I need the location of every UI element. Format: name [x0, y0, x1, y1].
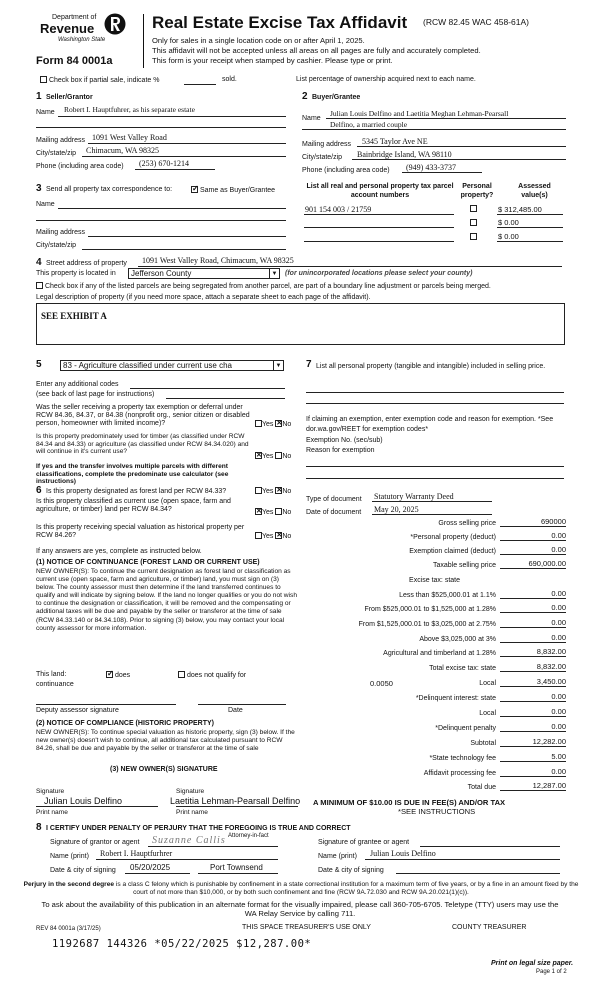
- notice1-title: (1) NOTICE OF CONTINUANCE (FOREST LAND OR CURRENT USE): [36, 559, 260, 566]
- does-not-row: [178, 671, 246, 679]
- additional-codes-field2[interactable]: [166, 398, 285, 399]
- reason-field-2[interactable]: [306, 478, 564, 479]
- seller-name-line: [58, 116, 286, 117]
- tax-row-line: [500, 612, 566, 613]
- tax-row-label: Above $3,025,000 at 3%: [419, 636, 496, 643]
- tax-row-line: [500, 656, 566, 657]
- tax-row-line: [500, 716, 566, 717]
- doc-type-line: [372, 501, 492, 502]
- grantor-date-line: [125, 873, 190, 874]
- s3-name-label: Name: [36, 201, 55, 208]
- partial-percent-field[interactable]: [184, 84, 216, 85]
- tax-row-label: Less than $525,000.01 at 1.1%: [399, 592, 496, 599]
- s6-q1-no-checkbox[interactable]: [275, 487, 282, 494]
- yes-label: Yes: [262, 421, 274, 428]
- section2-number: 2: [302, 91, 308, 102]
- doc-date-label: Date of document: [306, 509, 362, 516]
- parcel-account-line: [304, 227, 454, 228]
- legal-label: Legal description of property (if you need more space, attach a separate sheet to each page of the affidavit).: [36, 294, 371, 301]
- s6-q3-answers: [255, 532, 291, 540]
- grantor-sig-label: Signature of grantor or agent: [50, 839, 140, 846]
- county-treasurer-label: COUNTY TREASURER: [452, 924, 527, 931]
- tax-row-line: [500, 554, 566, 555]
- s5-q1-answers: [255, 420, 291, 428]
- buyer-name-line2: [302, 129, 566, 130]
- doc-date-value[interactable]: May 20, 2025: [374, 505, 419, 514]
- dept-line3: Washington State: [58, 37, 106, 43]
- county-note: (for unincorporated locations please select your county): [285, 270, 473, 277]
- tax-row-line: [500, 776, 566, 777]
- buyer-city-line: [352, 159, 566, 160]
- tax-row-value[interactable]: 0.00: [551, 589, 566, 598]
- tax-row-label: Affidavit processing fee: [423, 770, 496, 777]
- perjury-notice: [20, 881, 582, 897]
- county-select-value: Jefferson County: [131, 269, 192, 278]
- s6-q2: Is this property classified as current use (open space, farm and agriculture, or timber) land per RCW 84.34?: [36, 498, 231, 513]
- correspondence-label: Send all property tax correspondence to:: [46, 186, 173, 193]
- tax-row-label: Subtotal: [470, 740, 496, 747]
- tax-row-label: *Delinquent penalty: [435, 725, 496, 732]
- sig-label-2: Signature: [176, 788, 205, 795]
- partial-sale-row: [40, 76, 159, 84]
- tax-row-label: Taxable selling price: [432, 562, 496, 569]
- print-name-1: Print name: [36, 809, 68, 816]
- dropdown-arrow-icon: ▼: [273, 361, 283, 371]
- parcel-account-line: [304, 214, 454, 215]
- grantor-name-value[interactable]: Robert I. Hauptfurhrer: [100, 849, 173, 858]
- tax-row-line: [500, 686, 566, 687]
- tax-row-line: [500, 671, 566, 672]
- notice3-title: (3) NEW OWNER(S) SIGNATURE: [110, 766, 218, 773]
- street-value[interactable]: 1091 West Valley Road, Chimacum, WA 98325: [142, 256, 294, 265]
- buyer-name-label: Name: [302, 115, 321, 122]
- doc-type-label: Type of document: [306, 496, 362, 503]
- section8-number: 8: [36, 822, 42, 833]
- seller-phone-line: [135, 169, 215, 170]
- page-number: Page 1 of 2: [536, 969, 567, 975]
- parcel-col1-header: List all real and personal property tax parcel account numbers: [306, 183, 454, 199]
- buyer-heading: Buyer/Grantee: [312, 94, 361, 101]
- form-rcw: (RCW 82.45 WAC 458-61A): [423, 17, 529, 27]
- this-land-label: This land:: [36, 671, 67, 678]
- county-select[interactable]: [128, 268, 280, 279]
- does-not-label: does not qualify for: [186, 672, 247, 679]
- tax-row-value[interactable]: 0.00: [551, 633, 566, 642]
- same-as-buyer-checkbox[interactable]: [191, 186, 198, 193]
- reason-label: Reason for exemption: [306, 447, 375, 454]
- tax-row-value[interactable]: 0.00: [551, 707, 566, 716]
- notice1-text: NEW OWNER(S): To continue the current designation as forest land or classification as current use (open space, farm and agriculture, or timber) land, you must sign on (3) below. The county assessor must then determine if the land transferred continues to qualify and will indicate by signing below. If the land no longer qualifies or you do not wish to continue the designation or classification, it will be removed and the compensating or additional taxes will be due and payable by the seller or transferor at the time of sale (RCW 84.33.140 or 84.34.108). Prior to signing (3) below, you may contact your local county assessor for more information.: [36, 568, 297, 632]
- s6-if-yes: If any answers are yes, complete as instructed below.: [36, 548, 202, 555]
- buyer-phone-label: Phone (including area code): [302, 167, 390, 174]
- tax-row-value[interactable]: 0.00: [551, 767, 566, 776]
- revenue-r-icon: [104, 12, 126, 36]
- tax-row-label: Total excise tax: state: [429, 665, 496, 672]
- section1-number: 1: [36, 91, 42, 102]
- section6-number: 6: [36, 485, 42, 496]
- parcel-col3-header: Assessed value(s): [518, 183, 551, 199]
- tax-row-value[interactable]: 12,282.00: [532, 737, 566, 746]
- s6-q3: Is this property receiving special valuation as historical property per RCW 84.26?: [36, 524, 245, 539]
- grantor-date-label: Date & city of signing: [50, 867, 116, 874]
- no-label: No: [282, 509, 292, 516]
- no-label: No: [282, 533, 292, 540]
- tax-row-line: [500, 761, 566, 762]
- s3-city-field[interactable]: [82, 249, 286, 250]
- s6-q3-yes-checkbox[interactable]: [255, 532, 262, 539]
- parcel-value[interactable]: $ 0.00: [498, 218, 519, 227]
- print-name-2: Print name: [176, 809, 208, 816]
- legal-description-text: SEE EXHIBIT A: [41, 311, 107, 321]
- treasurer-use-label: THIS SPACE TREASURER'S USE ONLY: [242, 924, 371, 931]
- dept-line2: Revenue: [40, 21, 95, 36]
- seller-phone-value[interactable]: (253) 670-1214: [139, 159, 189, 168]
- dropdown-arrow-icon: ▼: [269, 269, 279, 279]
- notice2-title: (2) NOTICE OF COMPLIANCE (HISTORIC PROPERTY): [36, 720, 214, 727]
- ownership-note: List percentage of ownership acquired next to each name.: [296, 76, 476, 83]
- legal-paper-note: Print on legal size paper.: [491, 960, 574, 967]
- grantor-city-line: [198, 873, 278, 874]
- tax-row-label: *State technology fee: [429, 755, 496, 762]
- seller-city-value[interactable]: Chimacum, WA 98325: [86, 146, 159, 155]
- personal-property-checkbox[interactable]: [470, 205, 477, 212]
- header-note3: This form is your receipt when stamped by cashier. Please type or print.: [152, 56, 393, 65]
- buyer-addr-label: Mailing address: [302, 141, 352, 148]
- parcel-value-line: [497, 227, 563, 228]
- tax-row-value[interactable]: 690000: [540, 517, 566, 526]
- tax-row-label: From $525,000.01 to $1,525,000 at 1.28%: [364, 606, 496, 613]
- perjury-bold: Perjury in the second degree: [23, 881, 115, 888]
- seller-city-label: City/state/zip: [36, 150, 77, 157]
- s6-q3-no-checkbox[interactable]: [275, 532, 282, 539]
- deputy-label: Deputy assessor signature: [36, 707, 119, 714]
- s5-q2-yes-checkbox[interactable]: [255, 452, 262, 459]
- tax-row-line: [500, 540, 566, 541]
- new-owner-sig-line-2: [176, 806, 298, 807]
- parcel-account-line: [304, 241, 454, 242]
- s6-q1-answers: [255, 487, 291, 495]
- new-owner-sig-2[interactable]: Laetitia Lehman-Pearsall Delfino: [170, 796, 301, 806]
- yes-label: Yes: [262, 453, 274, 460]
- see-instructions: *SEE INSTRUCTIONS: [398, 807, 476, 816]
- personal-property-field-2[interactable]: [306, 403, 564, 404]
- tax-row-line: [500, 598, 566, 599]
- partial-sale-label: Check box if partial sale, indicate %: [48, 77, 160, 84]
- see-back-note: (see back of last page for instructions): [36, 391, 155, 398]
- grantee-sig-line[interactable]: [420, 846, 560, 847]
- tax-row-label: *Delinquent interest: state: [415, 695, 496, 702]
- s5-q1: Was the seller receiving a property tax exemption or deferral under RCW 84.36, 84.37, or 84.38 (nonprofit org., senior citizen or disabled person, homeowner with limited income)?: [36, 404, 250, 427]
- seller-name-line2: [36, 127, 286, 128]
- tax-row-value[interactable]: 8,832.00: [536, 647, 566, 656]
- s5-q1-no-checkbox[interactable]: [275, 420, 282, 427]
- grantee-name-line: [365, 859, 560, 860]
- buyer-phone-line: [402, 172, 482, 173]
- s5-q2: Is this property predominately used for timber (as classified under RCW 84.34 and 84.33) or agriculture (as classified under RCW 84.34.020) and will continue in it's current use?: [36, 433, 249, 456]
- buyer-city-label: City/state/zip: [302, 154, 343, 161]
- grantee-sig-label: Signature of grantee or agent: [318, 839, 410, 846]
- section7-number: 7: [306, 359, 312, 370]
- buyer-phone-value[interactable]: (949) 433-3737: [406, 163, 456, 172]
- attorney-in-fact: Attorney-in-fact: [228, 833, 269, 839]
- grantor-sig-line: [148, 846, 278, 847]
- deputy-date-label: Date: [228, 707, 243, 714]
- tax-row-value[interactable]: 0.00: [551, 531, 566, 540]
- grantor-signature[interactable]: Suzanne Callis: [152, 835, 226, 846]
- new-owner-sig-1[interactable]: Julian Louis Delfino: [44, 796, 123, 806]
- parcel-personal-cell: [470, 205, 477, 213]
- partial-sold-label: sold.: [222, 76, 237, 83]
- s3-addr-field[interactable]: [88, 236, 286, 237]
- seller-addr-value[interactable]: 1091 West Valley Road: [92, 133, 167, 142]
- deputy-date-field[interactable]: [198, 704, 286, 705]
- s6-q1: Is this property designated as forest land per RCW 84.33?: [46, 488, 227, 495]
- s6-q1-yes-checkbox[interactable]: [255, 487, 262, 494]
- tax-row-label: Gross selling price: [438, 520, 496, 527]
- street-line: [138, 266, 562, 267]
- legal-description-box[interactable]: [36, 303, 565, 345]
- tax-row-line: [500, 731, 566, 732]
- header-divider: [143, 14, 144, 68]
- section8-heading: I CERTIFY UNDER PENALTY OF PERJURY THAT THE FOREGOING IS TRUE AND CORRECT: [46, 825, 351, 832]
- grantor-date-value[interactable]: 05/20/2025: [130, 863, 171, 872]
- tax-row-line: [500, 568, 566, 569]
- deputy-signature-field[interactable]: [36, 704, 176, 705]
- yes-label: Yes: [262, 533, 274, 540]
- tax-row-line: [500, 627, 566, 628]
- tax-row-label: Total due: [467, 784, 496, 791]
- s3-name-field[interactable]: [58, 208, 286, 209]
- buyer-name-value2[interactable]: Delfino, a married couple: [330, 120, 408, 129]
- yes-label: Yes: [262, 509, 274, 516]
- no-label: No: [282, 488, 292, 495]
- seller-city-line: [82, 156, 286, 157]
- tax-row-line: [500, 526, 566, 527]
- buyer-city-value[interactable]: Bainbridge Island, WA 98110: [357, 150, 452, 159]
- does-row: [106, 671, 130, 679]
- additional-codes-label: Enter any additional codes: [36, 381, 119, 388]
- tax-row-value[interactable]: 8,832.00: [536, 662, 566, 671]
- no-label: No: [282, 421, 292, 428]
- s5-q2-answers: [255, 452, 291, 460]
- tax-row-value[interactable]: 0.00: [551, 692, 566, 701]
- parcel-value[interactable]: $ 0.00: [498, 232, 519, 241]
- same-as-buyer-row: [191, 186, 275, 194]
- minimum-due-note: A MINIMUM OF $10.00 IS DUE IN FEE(S) AND/OR TAX: [313, 798, 506, 807]
- cashier-stamp: 1192687 144326 *05/22/2025 $12,287.00*: [52, 938, 312, 950]
- grantor-name-line: [96, 859, 278, 860]
- segregated-label: Check box if any of the listed parcels are being segregated from another parcel, are part of a boundary line adjustment or parcels being merged.: [44, 283, 491, 290]
- tax-row-value[interactable]: 0.00: [551, 545, 566, 554]
- located-label: This property is located in: [36, 270, 116, 277]
- grantor-city-value[interactable]: Port Townsend: [210, 863, 263, 872]
- s5-q1-yes-checkbox[interactable]: [255, 420, 262, 427]
- buyer-name-value1[interactable]: Julian Louis Delfino and Laetitia Meghan Lehman-Pearsall: [330, 109, 509, 118]
- grantee-date-line[interactable]: [396, 873, 560, 874]
- perjury-text: is a class C felony which is punishable by confinement in a state correctional institution for a maximum term of five years, or by a fine in an amount fixed by the court of not more than $10,000, or by both such confinement and fine (RCW 9A.72.030 and RCW 9A.20.021(1)(c)).: [115, 881, 579, 896]
- tax-row-label: Local: [479, 710, 496, 717]
- personal-property-checkbox[interactable]: [470, 233, 477, 240]
- tax-row-value[interactable]: 0.00: [551, 722, 566, 731]
- buyer-addr-line: [357, 146, 566, 147]
- local-rate-value[interactable]: 0.0050: [370, 679, 393, 688]
- s6-q2-answers: [255, 508, 291, 516]
- additional-codes-field[interactable]: [130, 388, 285, 389]
- tax-row-line: [500, 790, 566, 791]
- dept-line1: Department of: [52, 14, 97, 21]
- alt-format-notice: To ask about the availability of this publication in an alternate format for the visually impaired, please call 360-705-6705. Teletype (TTY) users may use the WA Relay Service by calling 711.: [41, 900, 559, 918]
- partial-sale-checkbox[interactable]: [40, 76, 47, 83]
- s6-q2-no-checkbox[interactable]: [275, 508, 282, 515]
- grantee-name-label: Name (print): [318, 853, 357, 860]
- parcel-account[interactable]: 901 154 003 / 21759: [305, 205, 372, 214]
- land-use-code-select[interactable]: [60, 360, 284, 371]
- tax-row-value[interactable]: 0.00: [551, 603, 566, 612]
- s3-city-label: City/state/zip: [36, 242, 77, 249]
- tax-row-line: [500, 642, 566, 643]
- parcel-value-line: [497, 214, 563, 215]
- segregated-checkbox[interactable]: [36, 282, 43, 289]
- land-use-code-value: 83 - Agriculture classified under current use cha: [63, 361, 232, 370]
- form-title: Real Estate Excise Tax Affidavit: [152, 13, 408, 32]
- seller-addr-label: Mailing address: [36, 137, 86, 144]
- form-number: Form 84 0001a: [36, 55, 113, 67]
- tax-row-label: Local: [479, 680, 496, 687]
- tax-row-line: [500, 746, 566, 747]
- revision-label: REV 84 0001a (3/17/25): [36, 926, 101, 932]
- tax-row-label: Agricultural and timberland at 1.28%: [383, 650, 496, 657]
- parcel-personal-cell: [470, 219, 477, 227]
- parcel-personal-cell: [470, 233, 477, 241]
- s3-addr-label: Mailing address: [36, 229, 86, 236]
- header-note1: Only for sales in a single location code on or after April 1, 2025.: [152, 36, 365, 45]
- seller-addr-line: [88, 143, 286, 144]
- seller-heading: Seller/Grantor: [46, 94, 93, 101]
- grantee-date-label: Date & city of signing: [318, 867, 384, 874]
- personal-property-field-1[interactable]: [306, 392, 564, 393]
- exemption-text: If claiming an exemption, enter exemption code and reason for exemption. *See dor.wa.gov/REET for exemption codes*: [306, 416, 554, 433]
- seller-name-value[interactable]: Robert I. Hauptfuhrer, as his separate estate: [64, 105, 195, 114]
- doc-type-value[interactable]: Statutory Warranty Deed: [374, 492, 454, 501]
- yes-label: Yes: [262, 488, 274, 495]
- section4-number: 4: [36, 257, 42, 268]
- tax-row-line: [500, 701, 566, 702]
- buyer-name-line: [326, 118, 566, 119]
- notice2-text: NEW OWNER(S): To continue special valuation as historic property, sign (3) below. If the new owner(s) doesn't wish to continue, all additional tax calculated pursuant to RCW 84.26, shall be due and payable by the seller or transferor at the time of sale: [36, 729, 295, 753]
- parcel-col2-header: Personal property?: [460, 183, 494, 199]
- does-not-qualify-checkbox[interactable]: [178, 671, 185, 678]
- street-label: Street address of property: [46, 260, 127, 267]
- s5-q2-note: If yes and the transfer involves multiple parcels with different classifications, complete the predominate use calculator (see instructions): [36, 463, 229, 486]
- seller-name-label: Name: [36, 109, 55, 116]
- same-as-buyer-label: Same as Buyer/Grantee: [199, 187, 276, 194]
- new-owner-sig-line-1: [36, 806, 158, 807]
- segregated-row: [36, 282, 491, 290]
- tax-row-label: From $1,525,000.01 to $3,025,000 at 2.75%: [358, 621, 496, 628]
- exemption-no-label: Exemption No. (sec/sub): [306, 437, 383, 444]
- header-note2: This affidavit will not be accepted unless all areas on all pages are fully and accurately completed.: [152, 46, 481, 55]
- tax-row-value[interactable]: 0.00: [551, 618, 566, 627]
- tax-row-label: *Personal property (deduct): [410, 534, 496, 541]
- sig-label-1: Signature: [36, 788, 65, 795]
- no-label: No: [282, 453, 292, 460]
- tax-row-value[interactable]: 3,450.00: [536, 677, 566, 686]
- parcel-value-line: [497, 241, 563, 242]
- continuance-label: continuance: [36, 681, 74, 688]
- s6-q2-yes-checkbox[interactable]: [255, 508, 262, 515]
- reason-field-1[interactable]: [306, 466, 564, 467]
- does-qualify-checkbox[interactable]: [106, 671, 113, 678]
- personal-property-checkbox[interactable]: [470, 219, 477, 226]
- tax-row-label: Excise tax: state: [409, 577, 460, 584]
- tax-row-value[interactable]: 690,000.00: [528, 559, 566, 568]
- parcel-value[interactable]: $ 312,485.00: [498, 205, 542, 214]
- section3-number: 3: [36, 183, 42, 194]
- doc-date-line: [372, 514, 492, 515]
- section5-number: 5: [36, 359, 42, 370]
- grantor-name-label: Name (print): [50, 853, 89, 860]
- grantee-name-value[interactable]: Julian Louis Delfino: [370, 849, 436, 858]
- tax-row-value[interactable]: 5.00: [551, 752, 566, 761]
- seller-phone-label: Phone (including area code): [36, 163, 124, 170]
- s5-q2-no-checkbox[interactable]: [275, 452, 282, 459]
- s3-name-field2[interactable]: [36, 220, 286, 221]
- tax-row-value[interactable]: 12,287.00: [532, 781, 566, 790]
- s7-text: List all personal property (tangible and intangible) included in selling price.: [316, 363, 546, 370]
- buyer-addr-value[interactable]: 5345 Taylor Ave NE: [362, 137, 428, 146]
- department-logo: [40, 12, 135, 52]
- tax-row-label: Exemption claimed (deduct): [409, 548, 496, 555]
- does-label: does: [114, 672, 131, 679]
